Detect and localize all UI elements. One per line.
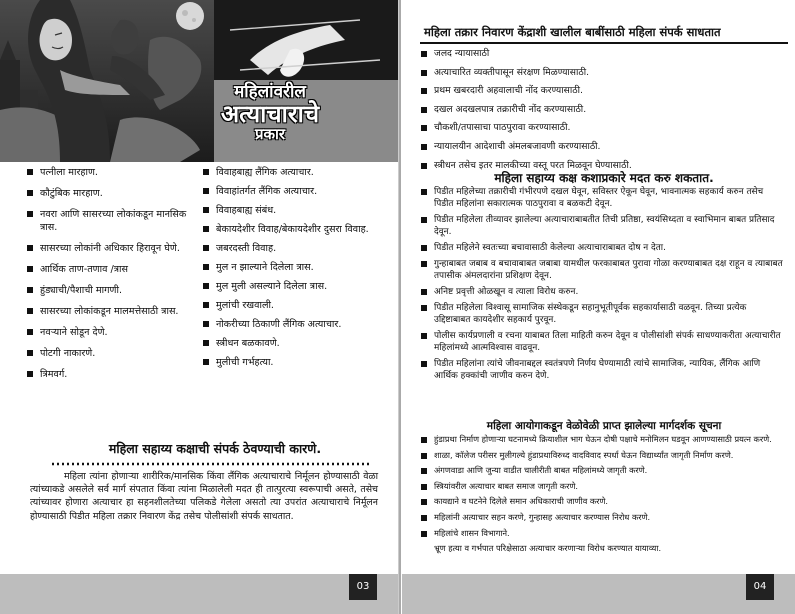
list-item: चौकशी/तपासाचा पाठपुरावा करण्यासाठी. xyxy=(418,122,778,134)
list-item: विवाहबाह्य लैंगिक अत्याचार. xyxy=(200,166,380,179)
footer-bar-left xyxy=(0,574,398,614)
banner-title-line1: महिलांवरील xyxy=(234,82,306,102)
dotted-divider xyxy=(52,460,372,468)
list-item: मुल न झाल्याने दिलेला त्रास. xyxy=(200,261,380,274)
commission-guidelines-heading: महिला आयोगाकडून वेळोवेळी प्राप्त झालेल्या मार्गदर्शक सूचना xyxy=(486,420,722,432)
list-item: पोटगी नाकारणे. xyxy=(24,347,194,360)
list-item: महिलांचे शासन विभागाने. xyxy=(418,528,784,539)
heading-underline xyxy=(420,42,788,44)
list-item: आर्थिक ताण-तणाव /त्रास xyxy=(24,263,194,276)
banner-title-line2: अत्याचाराचे xyxy=(220,99,320,128)
list-item: नवऱ्याने सोडून देणे. xyxy=(24,326,194,339)
footer-bar-right xyxy=(402,574,795,614)
list-item: नोकरीच्या ठिकाणी लैंगिक अत्याचार. xyxy=(200,318,380,331)
list-item: स्त्रीधन तसेच इतर मालकीच्या वस्तू परत मिळवून घेण्यासाठी. xyxy=(418,160,778,172)
list-item: मुलीची गर्भहत्या. xyxy=(200,356,380,369)
list-item: प्रथम खबरदारी अहवालाची नोंद करण्यासाठी. xyxy=(418,85,778,97)
list-item: पिडीत महिलेच्या तक्रारीची गंभीरपणे दखल घेवून, सविस्तर ऐकून घेवून, भावनात्मक सहकार्य करुन तसेच पिडीत महिलांना सकारात्मक पाठपुरावा व बळकटी देवून. xyxy=(418,186,784,210)
moon-icon xyxy=(176,2,204,30)
list-item: पिडीत महिलेने स्वतःच्या बचावासाठी केलेल्या अत्याचाराबाबत दोष न देता. xyxy=(418,242,784,254)
contact-reasons-paragraph: महिला त्यांना होणाऱ्या शारीरिक/मानसिक किंवा लैंगिक अत्याचाराचे निर्मूलन होण्यासाठी वेळा त्यांच्याकडे असलेले सर्व मार्ग संपतात किंवा त्यांना मिळालेली मदत ही तात्पुरत्या स्वरूपाची असते, तसेच त्यांच्यावर होणारा अत्याचार हा सहनशीलतेच्या पलिकडे गेलेला असतो त्या उपरांत अत्याचाराचे निर्मूलन होण्यासाठी पिडीत महिला तक्रार निवारण केंद्र तसेच पोलीसांशी संपर्क साधतात. xyxy=(30,471,378,522)
list-item: विवाहबाह्य संबंध. xyxy=(200,204,380,217)
list-item: अत्याचारित व्यक्तीपासून संरक्षण मिळण्यासाठी. xyxy=(418,67,778,79)
list-item: शाळा, कॉलेज परीसर मुलीगल्ये हुंडाप्रथाविरुध्द वादविवाद स्पर्धा घेऊन विद्यार्थ्यांत जागृती निर्माण करणे. xyxy=(418,450,784,461)
list-item: सासरच्या लोकांकडून मालमत्तेसाठी त्रास. xyxy=(24,305,194,318)
contact-reasons-heading: महिला सहाय्य कक्षाची संपर्क ठेवण्याची कारणे. xyxy=(108,441,322,456)
list-item: त्रिमवर्ग. xyxy=(24,368,194,381)
banner-illustration xyxy=(0,0,398,162)
list-item: हुंड्याची/पैशाची मागणी. xyxy=(24,284,194,297)
list-item: पत्नीला मारहाण. xyxy=(24,166,194,179)
complaint-center-list xyxy=(418,48,778,178)
list-item: पिडीत महिलेला तीव्यावर झालेल्या अत्याचाराबाबतीत तिची प्रतिष्ठा, स्वयंसिध्दता व स्वाभिमान बाबत प्रतिसाद देवून. xyxy=(418,214,784,238)
help-cell-heading: महिला सहाय्य कक्ष कशाप्रकारे मदत करु शकतात. xyxy=(494,171,714,185)
list-item: अंगणवाडा आणि जुन्या वाडीत चालीरीती बाबत महिलांमध्ये जागृती करणे. xyxy=(418,465,784,476)
complaint-center-heading: महिला तक्रार निवारण केंद्राशी खालील बाबींसाठी महिला संपर्क साधतात xyxy=(424,25,721,39)
list-item: पिडीत महिलांना त्यांचे जीवनाबद्दल स्वतंत्रपणे निर्णय घेण्यामाठी त्यांचे सामाजिक, न्यायिक, लैंगिक आणि आर्थिक हक्कांची जाणीव करुन देणे. xyxy=(418,358,784,382)
illustration-art xyxy=(0,0,398,162)
commission-guidelines-list xyxy=(418,434,784,559)
page-number-right: 04 xyxy=(746,574,774,600)
abuse-types-list-2 xyxy=(200,166,380,375)
list-item: कौटुंबिक मारहाण. xyxy=(24,187,194,200)
help-cell-list xyxy=(418,186,784,386)
list-item: महिलांनी अत्याचार सहन करणे, गुन्हासह अत्याचार करण्यास निरोध करणे. xyxy=(418,512,784,523)
list-item-continuation: भ्रूण हत्या व गर्भपात परिक्षेसाठा अत्याचार करणार्‍या विरोध करण्यात यायाव्या. xyxy=(434,543,662,554)
list-item: गुन्हाबाबत जबाब व बचावाबाबत जबाबा यामधील फरकाबाबत पुरावा गोळा करण्याबाबत दक्ष राहून व त्याबाबत तपासीक अंमलदारांना प्रशिक्षण देवून. xyxy=(418,258,784,282)
list-item: सासरच्या लोकांनी अधिकार हिरावून घेणे. xyxy=(24,242,194,255)
abuse-types-list-1 xyxy=(24,166,194,389)
list-item: पिडीत महिलेला विश्वासू सामाजिक संस्थेकडून सहानुभूतीपूर्वक सहकार्यासाठी वळवून. तिच्या प्रत्येक उद्दिष्टाबाबत कायदेशीर सहकार्य पुरवून. xyxy=(418,302,784,326)
list-item: नवरा आणि सासरच्या लोकांकडून मानसिक त्रास. xyxy=(24,208,194,234)
list-item: विवाहांतर्गत लैंगिक अत्याचार. xyxy=(200,185,380,198)
banner-title xyxy=(214,84,326,143)
list-item: कायद्याने व घटनेने दिलेले समान अधिकाराची जाणीव करणे. xyxy=(418,496,784,507)
list-item: अनिष्ट प्रवृत्ती ओळखून व त्याला विरोध करुन. xyxy=(418,286,784,298)
list-item: हुंडाप्रथा निर्माण होणाऱ्या घटनामध्ये क्रियाशील भाग घेऊन दोषी पक्षाचे मनोमिलन घडवून आणण्यासाठी प्रयत्न करणे. xyxy=(418,434,784,445)
list-item: मुल मुली असल्याने दिलेला त्रास. xyxy=(200,280,380,293)
page-number-left: 03 xyxy=(349,574,377,600)
list-item: जलद न्यायासाठी xyxy=(418,48,778,60)
list-item: न्यायालयीन आदेशाची अंमलबजावणी करण्यासाठी. xyxy=(418,141,778,153)
list-item: मुलांची रखवाली. xyxy=(200,299,380,312)
banner-title-line3: प्रकार xyxy=(254,125,286,144)
list-item: स्त्रीधन बळकावणे. xyxy=(200,337,380,350)
list-item: दखल अदखलपात्र तक्रारीची नोंद करण्यासाठी. xyxy=(418,104,778,116)
list-item: स्त्रियांवरील अत्याचार बाबत समाज जागृती करणे. xyxy=(418,481,784,492)
list-item: जबरदस्ती विवाह. xyxy=(200,242,380,255)
list-item: पोलीस कार्यप्रणाली व रचना याबाबत तिला माहिती करुन देवून व पोलीसांशी संपर्क साधण्याकरीता अत्याचारीत महिलांमध्ये आत्मविश्वास वाढवून. xyxy=(418,330,784,354)
list-item: बेकायदेशीर विवाह/बेकायदेशीर दुसरा विवाह. xyxy=(200,223,380,236)
